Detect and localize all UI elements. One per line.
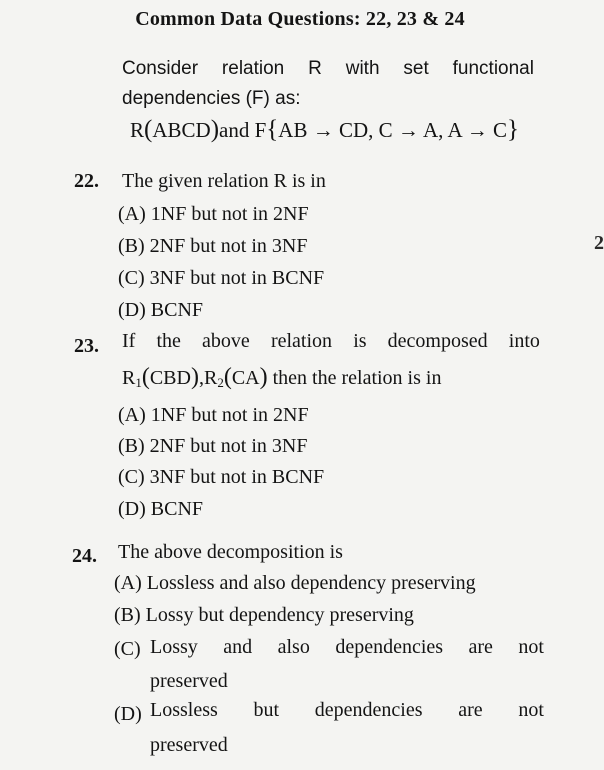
- intro-word: Consider: [122, 58, 199, 79]
- open-paren-icon: (: [223, 364, 232, 390]
- fd-set-label: F: [254, 118, 267, 142]
- relation-r1: R: [122, 367, 136, 389]
- option-text: BCNF: [150, 498, 204, 520]
- q23-word: If: [122, 330, 136, 352]
- option-text: BCNF: [150, 299, 204, 321]
- q23-word: into: [508, 330, 540, 352]
- question-23-option-a: [118, 404, 309, 427]
- relation-r2-attributes: CA: [231, 367, 260, 389]
- q23-word: above: [202, 330, 250, 352]
- option-text: Lossless and also dependency preserving: [146, 572, 476, 594]
- option-letter: (D): [118, 498, 146, 520]
- close-brace-icon: }: [507, 116, 520, 143]
- question-24-option-c-line-2: preserved: [150, 670, 228, 692]
- intro-paragraph: [122, 54, 534, 114]
- question-23-number: 23.: [74, 335, 99, 357]
- close-paren-icon: ): [210, 116, 220, 143]
- option-letter: (D): [118, 299, 146, 321]
- open-brace-icon: {: [266, 116, 279, 143]
- question-22-option-a: [118, 203, 309, 226]
- q23-word: relation: [270, 330, 333, 352]
- question-23-option-c: [118, 466, 324, 489]
- question-24-option-d-line-2: preserved: [150, 734, 228, 756]
- option-word: not: [518, 699, 544, 721]
- intro-word: functional: [452, 58, 534, 79]
- page-heading: Common Data Questions: 22, 23 & 24: [135, 8, 465, 30]
- question-24-option-c-line-1: [150, 636, 544, 659]
- q23-word: decomposed: [387, 330, 488, 352]
- question-24-option-d-letter: (D): [114, 703, 142, 725]
- question-24-number: 24.: [72, 545, 97, 567]
- option-letter: (A): [118, 404, 146, 426]
- option-word: Lossless: [150, 699, 218, 721]
- intro-word: with: [345, 58, 380, 79]
- open-paren-icon: (: [141, 364, 150, 390]
- intro-line-2: dependencies (F) as:: [122, 88, 301, 109]
- relation-name: R: [130, 118, 145, 142]
- option-text: Lossy but dependency preserving: [145, 604, 414, 626]
- option-word: but: [253, 699, 280, 721]
- option-word: dependencies: [314, 699, 423, 721]
- question-23-text-line-2: $R_1(CBD),R_2(CA)$ then the relation is in: [122, 364, 442, 390]
- relation-attributes: ABCD: [152, 118, 211, 142]
- open-paren-icon: (: [144, 116, 153, 143]
- option-letter: (A): [114, 572, 142, 594]
- relation-r1-subscript: 1: [135, 375, 142, 390]
- page-edge-mark: 2: [594, 232, 604, 254]
- close-paren-icon: ): [259, 364, 268, 390]
- question-22-option-b: [118, 235, 307, 258]
- question-23-option-d: [118, 498, 203, 521]
- option-word: dependencies: [335, 636, 444, 658]
- functional-dependencies: AB → CD, C → A, A → C: [278, 118, 508, 142]
- option-letter: (A): [118, 203, 146, 225]
- question-24-option-a: [114, 572, 476, 595]
- q23-word: the: [156, 330, 181, 352]
- relation-formula: [130, 116, 530, 144]
- option-word: and: [223, 636, 253, 658]
- option-word: not: [518, 636, 544, 658]
- question-22-text: The given relation R is in: [122, 170, 326, 192]
- option-text: 1NF but not in 2NF: [150, 404, 309, 426]
- question-24-option-b: [114, 604, 414, 627]
- relation-r1-attributes: CBD: [149, 367, 191, 389]
- option-word: are: [458, 699, 483, 721]
- option-letter: (C): [118, 466, 145, 488]
- formula-connector: and: [219, 118, 250, 142]
- option-letter: (B): [114, 604, 141, 626]
- q23-word: is: [353, 330, 367, 352]
- option-text: 2NF but not in 3NF: [149, 435, 308, 457]
- question-22-option-c: [118, 267, 324, 290]
- option-word: also: [277, 636, 310, 658]
- intro-line-1: [122, 54, 534, 84]
- option-letter: (B): [118, 435, 145, 457]
- intro-word: R: [308, 58, 322, 79]
- question-22-number: 22.: [74, 170, 99, 192]
- question-24-option-d-line-1: [150, 699, 544, 722]
- question-23-option-b: [118, 435, 307, 458]
- close-paren-icon: ): [190, 364, 199, 390]
- option-word: Lossy: [150, 636, 198, 658]
- question-24-option-c-letter: (C): [114, 638, 141, 660]
- option-letter: (B): [118, 235, 145, 257]
- option-text: 3NF but not in BCNF: [149, 466, 325, 488]
- option-word: are: [468, 636, 493, 658]
- option-text: 2NF but not in 3NF: [149, 235, 308, 257]
- question-23-text-line-1: [122, 330, 540, 353]
- intro-word: set: [403, 58, 429, 79]
- option-text: 1NF but not in 2NF: [150, 203, 309, 225]
- question-22-option-d: [118, 299, 203, 322]
- question-23-text-rest: then the relation is in: [272, 367, 442, 389]
- relation-r2: R: [203, 367, 218, 389]
- question-24-text: The above decomposition is: [118, 541, 343, 563]
- option-letter: (C): [118, 267, 145, 289]
- option-text: 3NF but not in BCNF: [149, 267, 325, 289]
- intro-word: relation: [221, 58, 285, 79]
- relation-r2-subscript: 2: [217, 375, 224, 390]
